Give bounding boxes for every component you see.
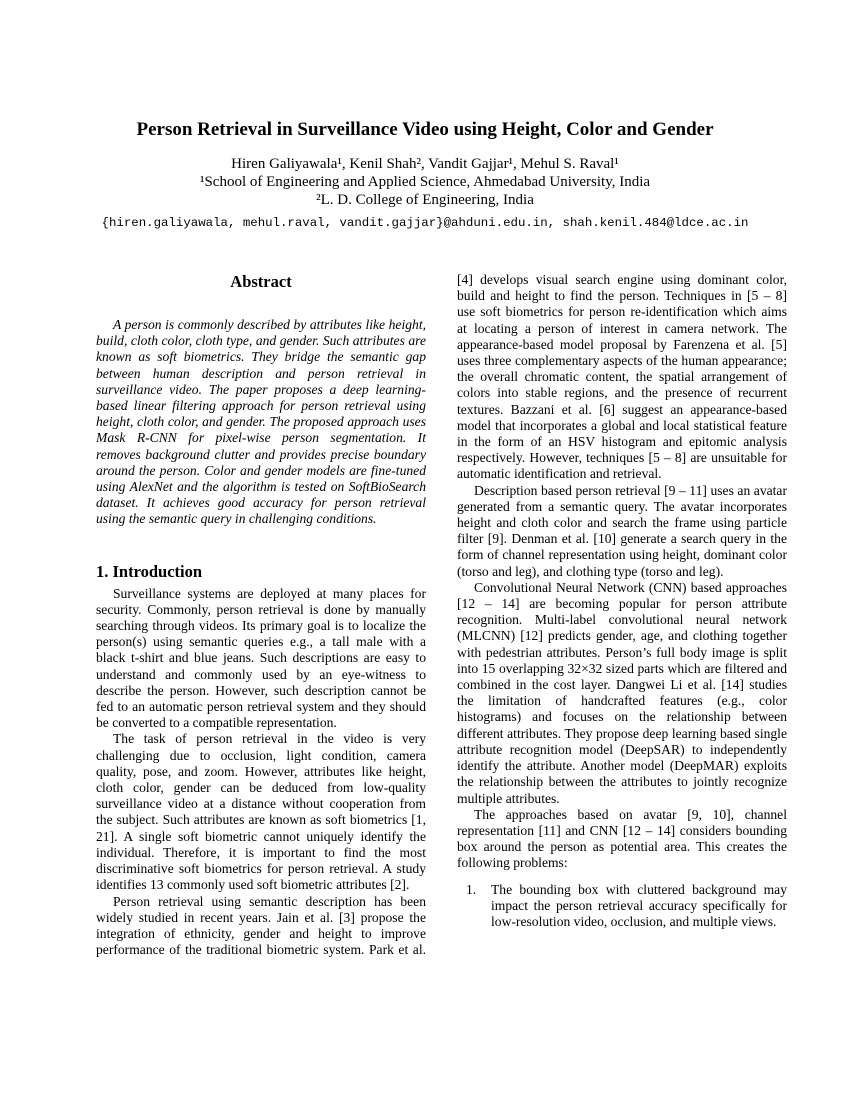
author-emails: {hiren.galiyawala, mehul.raval, vandit.gajjar}@ahduni.edu.in, shah.kenil.484@ldce.ac.in bbox=[101, 216, 749, 230]
right-column bbox=[457, 272, 787, 958]
two-column-body bbox=[96, 272, 788, 958]
intro-paragraph-3: Person retrieval using semantic description has been widely studied in recent years. Jain et al. [3] propose the integration of ethnicity, gender and height to improve performance of the traditional biometric system. Park et al. bbox=[96, 893, 426, 958]
related-work-paragraph-1: [4] develops visual search engine using dominant color, build and height to find the person. Techniques in [5 – 8] use soft biometrics for person re-identification which aims at locating a person of interest in camera network. The appearance-based model proposal by Farenzena et al. [5] uses three complementary aspects of the human appearance; the overall chromatic content, the spatial arrangement of colors into stable regions, and the presence of recurrent textures. Bazzani et al. [6] suggest an appearance-based model that incorporates a global and local statistical feature in the form of an HSV histogram and epitomic analysis respectively. However, techniques [5 – 8] are unsuitable for automatic identification and retrieval. bbox=[457, 272, 787, 482]
intro-paragraph-1: Surveillance systems are deployed at many places for security. Commonly, person retrieval is done by manually searching through videos. Its primary goal is to localize the person(s) using semantic queries e.g., a tall male with a black t-shirt and blue jeans. Such descriptions are easy to understand and commonly used by an eye-witness to describe the person. However, such description cannot be fed to an automatic person retrieval system and they should be converted to a compatible representation. bbox=[96, 585, 426, 731]
related-work-paragraph-3: Convolutional Neural Network (CNN) based approaches [12 – 14] are becoming popular for person attribute recognition. Multi-label convolutional neural network (MLCNN) [12] predicts gender, age, and clothing together with pedestrian attributes. Person’s full body image is split into 15 overlapping 32×32 sized parts which are filtered and combined in the cost layer. Dangwei Li et al. [14] studies the limitation of handcrafted features (e.g., color histograms) and focuses on the relationship between different attributes. They propose deep learning based single attribute recognition model (DeepSAR) to independently identify the attribute. Another model (DeepMAR) exploits the relationship between the attributes to jointly recognize multiple attributes. bbox=[457, 579, 787, 806]
problem-list-item-1-number: 1. bbox=[466, 881, 477, 897]
intro-paragraph-2: The task of person retrieval in the video is very challenging due to occlusion, light condition, camera quality, pose, and zoom. However, attributes like height, cloth color, gender can be deduced from low-quality surveillance video at a distance without cooperation from the subject. Such attributes are known as soft biometrics [1, 21]. A single soft biometric cannot uniquely identify the individual. Therefore, it is important to find the most discriminative soft biometrics for person retrieval. A study identifies 13 commonly used soft biometric attributes [2]. bbox=[96, 731, 426, 893]
problem-list-item-1-text: The bounding box with cluttered background may impact the person retrieval accuracy specifically for low-resolution video, occlusion, and multiple views. bbox=[491, 881, 787, 929]
affiliation-1: ¹School of Engineering and Applied Science, Ahmedabad University, India bbox=[199, 174, 651, 190]
paper-title: Person Retrieval in Surveillance Video using Height, Color and Gender bbox=[136, 119, 714, 140]
problem-list-item-1 bbox=[457, 882, 787, 931]
abstract-heading: Abstract bbox=[230, 272, 292, 291]
related-work-paragraph-2: Description based person retrieval [9 – 11] uses an avatar generated from a semantic query. The avatar incorporates height and cloth color and search the frame using particle filter [9]. Denman et al. [10] generate a search query in the form of channel representation using height, dominant color (torso and leg), and clothing type (torso and leg). bbox=[457, 482, 787, 579]
left-column bbox=[96, 272, 426, 958]
related-work-paragraph-4: The approaches based on avatar [9, 10], channel representation [11] and CNN [12 – 14] considers bounding box around the person as potential area. This creates the following problems: bbox=[457, 806, 787, 871]
abstract-text: A person is commonly described by attributes like height, build, cloth color, cloth type, and gender. Such attributes are known as soft biometrics. They bridge the semantic gap between human description and person retrieval in surveillance video. The paper proposes a deep learning-based linear filtering approach for person retrieval using height, cloth color, and gender. The proposed approach uses Mask R-CNN for pixel-wise person segmentation. It removes background clutter and provides precise boundary around the person. Color and gender models are fine-tuned using AlexNet and the algorithm is tested on SoftBioSearch dataset. It achieves good accuracy for person retrieval using the semantic query in challenging conditions. bbox=[96, 317, 426, 527]
paper-header bbox=[0, 118, 850, 231]
affiliation-2: ²L. D. College of Engineering, India bbox=[316, 192, 534, 208]
introduction-heading: 1. Introduction bbox=[96, 561, 203, 581]
authors-line: Hiren Galiyawala¹, Kenil Shah², Vandit Gajjar¹, Mehul S. Raval¹ bbox=[231, 156, 619, 172]
